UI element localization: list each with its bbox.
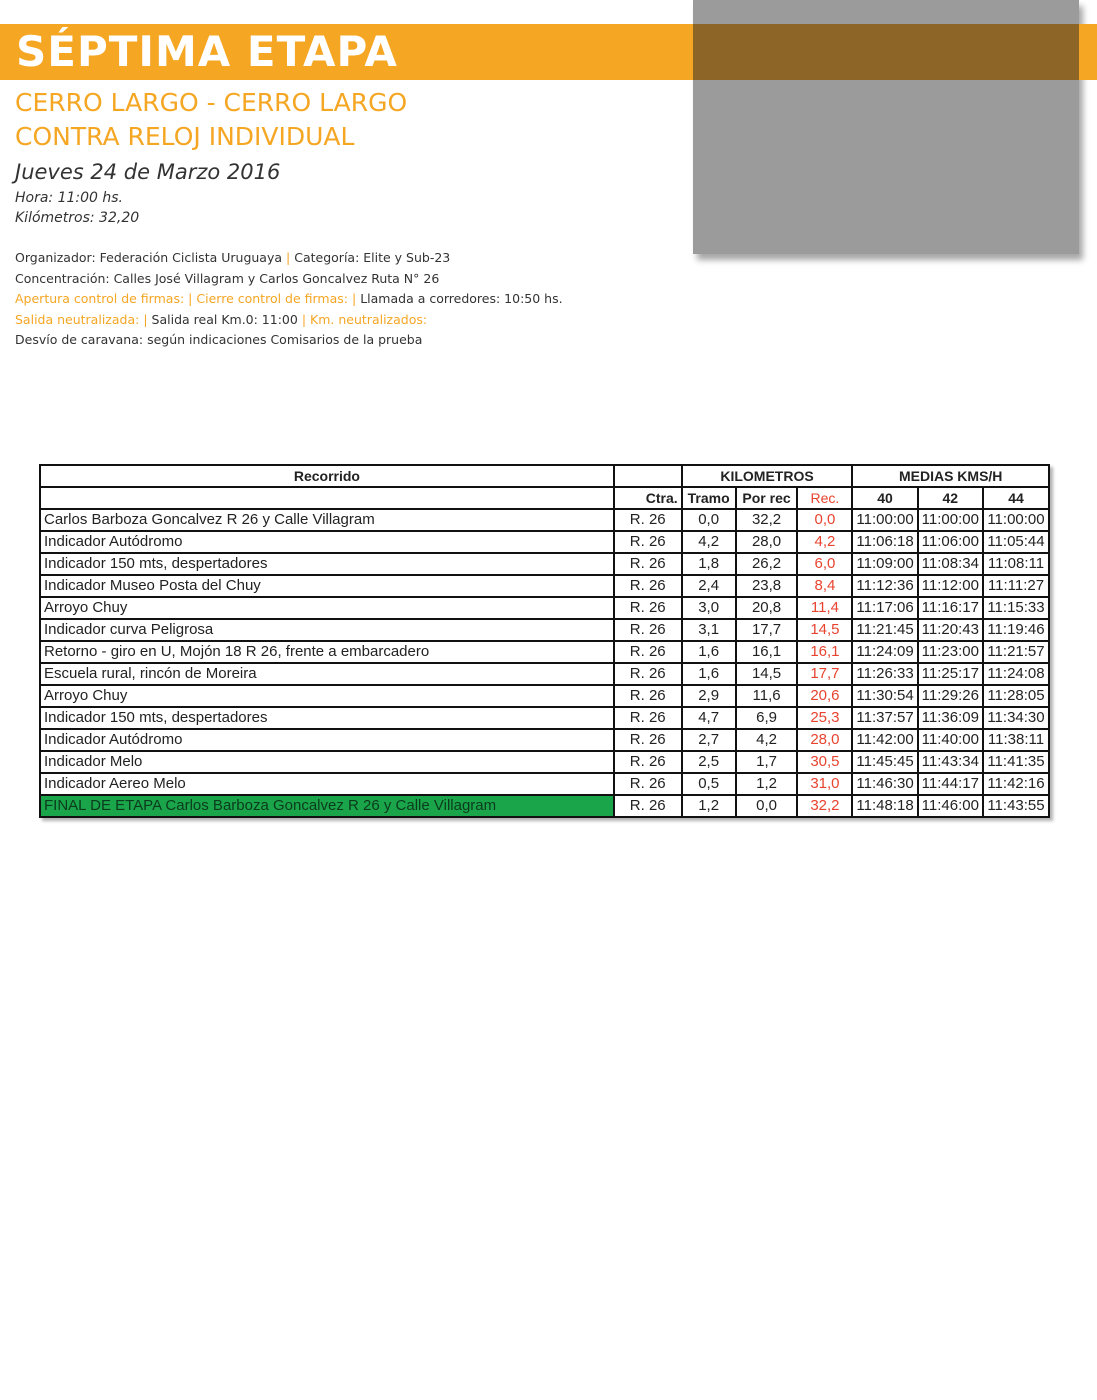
separator: | — [351, 291, 357, 306]
row-rec: 20,6 — [797, 685, 852, 707]
header-blank — [40, 487, 614, 509]
row-description: Arroyo Chuy — [40, 685, 614, 707]
row-tramo: 2,9 — [682, 685, 736, 707]
row-time-40: 11:21:45 — [852, 619, 917, 641]
header-tramo: Tramo — [682, 487, 736, 509]
row-ctra: R. 26 — [614, 751, 682, 773]
organizador-text: Organizador: Federación Ciclista Uruguaya — [15, 250, 283, 265]
route-table-body — [40, 509, 1049, 817]
row-time-44: 11:11:27 — [983, 575, 1049, 597]
row-time-44: 11:41:35 — [983, 751, 1049, 773]
row-ctra: R. 26 — [614, 685, 682, 707]
table-row — [40, 795, 1049, 817]
row-rec: 30,5 — [797, 751, 852, 773]
row-por-rec: 17,7 — [736, 619, 798, 641]
row-time-42: 11:06:00 — [918, 531, 983, 553]
row-description: Indicador Autódromo — [40, 729, 614, 751]
header-m42: 42 — [918, 487, 983, 509]
row-por-rec: 6,9 — [736, 707, 798, 729]
llamada-text: Llamada a corredores: 10:50 hs. — [360, 291, 563, 306]
row-time-40: 11:00:00 — [852, 509, 917, 531]
info-line-salida — [15, 312, 427, 327]
table-row — [40, 575, 1049, 597]
info-line-desvio — [15, 332, 422, 347]
row-tramo: 2,4 — [682, 575, 736, 597]
row-time-44: 11:43:55 — [983, 795, 1049, 817]
separator: | — [286, 250, 291, 265]
row-time-42: 11:12:00 — [918, 575, 983, 597]
row-rec: 28,0 — [797, 729, 852, 751]
row-ctra: R. 26 — [614, 795, 682, 817]
row-ctra: R. 26 — [614, 575, 682, 597]
banner-shaded-overlap — [693, 24, 1079, 80]
info-line-organizador — [15, 250, 450, 265]
header-recorrido: Recorrido — [40, 465, 614, 487]
table-row — [40, 773, 1049, 795]
cierre-text: Cierre control de firmas: — [196, 291, 348, 306]
info-line-concentracion — [15, 271, 439, 286]
categoria-text: Categoría: Elite y Sub-23 — [294, 250, 451, 265]
row-description: Indicador Autódromo — [40, 531, 614, 553]
row-time-40: 11:24:09 — [852, 641, 917, 663]
row-time-40: 11:06:18 — [852, 531, 917, 553]
row-tramo: 0,0 — [682, 509, 736, 531]
row-rec: 11,4 — [797, 597, 852, 619]
row-por-rec: 14,5 — [736, 663, 798, 685]
row-ctra: R. 26 — [614, 663, 682, 685]
row-description: Arroyo Chuy — [40, 597, 614, 619]
row-rec: 25,3 — [797, 707, 852, 729]
km-neutralizados-text: Km. neutralizados: — [310, 312, 428, 327]
row-description: Indicador curva Peligrosa — [40, 619, 614, 641]
row-rec: 6,0 — [797, 553, 852, 575]
row-time-40: 11:42:00 — [852, 729, 917, 751]
row-por-rec: 23,8 — [736, 575, 798, 597]
row-time-42: 11:36:09 — [918, 707, 983, 729]
stage-type: CONTRA RELOJ INDIVIDUAL — [15, 122, 355, 151]
row-time-40: 11:45:45 — [852, 751, 917, 773]
stage-km: Kilómetros: 32,20 — [15, 210, 140, 226]
row-time-42: 11:25:17 — [918, 663, 983, 685]
row-time-44: 11:38:11 — [983, 729, 1049, 751]
row-time-42: 11:46:00 — [918, 795, 983, 817]
header-m44: 44 — [983, 487, 1049, 509]
route-table — [39, 464, 1050, 818]
row-description: Indicador Melo — [40, 751, 614, 773]
row-time-40: 11:30:54 — [852, 685, 917, 707]
header-kilometros: KILOMETROS — [682, 465, 853, 487]
separator: | — [301, 312, 307, 327]
row-time-42: 11:43:34 — [918, 751, 983, 773]
salida-neutralizada-text: Salida neutralizada: — [15, 312, 140, 327]
table-row — [40, 553, 1049, 575]
row-time-42: 11:16:17 — [918, 597, 983, 619]
header-blank — [614, 465, 682, 487]
row-rec: 31,0 — [797, 773, 852, 795]
row-time-44: 11:08:11 — [983, 553, 1049, 575]
row-description: Indicador 150 mts, despertadores — [40, 553, 614, 575]
row-por-rec: 4,2 — [736, 729, 798, 751]
stage-date: Jueves 24 de Marzo 2016 — [15, 160, 281, 184]
table-row — [40, 597, 1049, 619]
row-time-42: 11:20:43 — [918, 619, 983, 641]
header-por-rec: Por rec — [736, 487, 798, 509]
row-tramo: 4,2 — [682, 531, 736, 553]
row-time-44: 11:28:05 — [983, 685, 1049, 707]
row-description: Indicador 150 mts, despertadores — [40, 707, 614, 729]
row-ctra: R. 26 — [614, 531, 682, 553]
table-row — [40, 729, 1049, 751]
header-m40: 40 — [852, 487, 917, 509]
row-ctra: R. 26 — [614, 641, 682, 663]
row-time-42: 11:00:00 — [918, 509, 983, 531]
header-ctra: Ctra. — [614, 487, 682, 509]
table-row — [40, 663, 1049, 685]
stage-hora: Hora: 11:00 hs. — [15, 190, 124, 206]
row-description: Escuela rural, rincón de Moreira — [40, 663, 614, 685]
row-tramo: 3,1 — [682, 619, 736, 641]
row-rec: 4,2 — [797, 531, 852, 553]
table-row — [40, 685, 1049, 707]
salida-real-text: Salida real Km.0: 11:00 — [151, 312, 298, 327]
row-ctra: R. 26 — [614, 553, 682, 575]
table-row — [40, 531, 1049, 553]
row-por-rec: 1,2 — [736, 773, 798, 795]
row-description: Retorno - giro en U, Mojón 18 R 26, frente a embarcadero — [40, 641, 614, 663]
row-por-rec: 0,0 — [736, 795, 798, 817]
row-tramo: 4,7 — [682, 707, 736, 729]
row-ctra: R. 26 — [614, 597, 682, 619]
desvio-text: Desvío de caravana: según indicaciones Comisarios de la prueba — [15, 332, 423, 347]
row-time-42: 11:29:26 — [918, 685, 983, 707]
row-ctra: R. 26 — [614, 509, 682, 531]
row-description: Indicador Aereo Melo — [40, 773, 614, 795]
row-rec: 17,7 — [797, 663, 852, 685]
row-tramo: 1,8 — [682, 553, 736, 575]
row-ctra: R. 26 — [614, 707, 682, 729]
row-time-40: 11:09:00 — [852, 553, 917, 575]
row-time-44: 11:00:00 — [983, 509, 1049, 531]
info-line-firmas — [15, 291, 563, 306]
row-por-rec: 1,7 — [736, 751, 798, 773]
row-por-rec: 28,0 — [736, 531, 798, 553]
concentracion-text: Concentración: Calles José Villagram y Carlos Goncalvez Ruta N° 26 — [15, 271, 440, 286]
row-time-40: 11:48:18 — [852, 795, 917, 817]
row-time-42: 11:23:00 — [918, 641, 983, 663]
row-time-40: 11:17:06 — [852, 597, 917, 619]
row-time-44: 11:42:16 — [983, 773, 1049, 795]
row-description: Indicador Museo Posta del Chuy — [40, 575, 614, 597]
row-tramo: 2,7 — [682, 729, 736, 751]
row-time-42: 11:40:00 — [918, 729, 983, 751]
row-time-40: 11:46:30 — [852, 773, 917, 795]
row-tramo: 1,6 — [682, 641, 736, 663]
table-row — [40, 751, 1049, 773]
row-rec: 8,4 — [797, 575, 852, 597]
table-row — [40, 641, 1049, 663]
row-rec: 0,0 — [797, 509, 852, 531]
stage-route: CERRO LARGO - CERRO LARGO — [15, 88, 408, 117]
row-tramo: 2,5 — [682, 751, 736, 773]
header-medias: MEDIAS KMS/H — [852, 465, 1049, 487]
row-ctra: R. 26 — [614, 773, 682, 795]
row-time-44: 11:15:33 — [983, 597, 1049, 619]
row-por-rec: 11,6 — [736, 685, 798, 707]
row-tramo: 1,6 — [682, 663, 736, 685]
table-row — [40, 509, 1049, 531]
row-tramo: 1,2 — [682, 795, 736, 817]
table-row — [40, 707, 1049, 729]
row-por-rec: 20,8 — [736, 597, 798, 619]
row-tramo: 3,0 — [682, 597, 736, 619]
row-time-40: 11:26:33 — [852, 663, 917, 685]
row-time-42: 11:44:17 — [918, 773, 983, 795]
table-row — [40, 619, 1049, 641]
row-description: Carlos Barboza Goncalvez R 26 y Calle Villagram — [40, 509, 614, 531]
row-time-40: 11:37:57 — [852, 707, 917, 729]
row-time-44: 11:05:44 — [983, 531, 1049, 553]
row-tramo: 0,5 — [682, 773, 736, 795]
row-time-44: 11:34:30 — [983, 707, 1049, 729]
page-title: SÉPTIMA ETAPA — [16, 27, 398, 76]
row-time-44: 11:24:08 — [983, 663, 1049, 685]
header-rec: Rec. — [797, 487, 852, 509]
row-rec: 32,2 — [797, 795, 852, 817]
row-ctra: R. 26 — [614, 619, 682, 641]
row-time-44: 11:19:46 — [983, 619, 1049, 641]
row-por-rec: 16,1 — [736, 641, 798, 663]
row-description: FINAL DE ETAPA Carlos Barboza Goncalvez R 26 y Calle Villagram — [40, 795, 614, 817]
row-rec: 14,5 — [797, 619, 852, 641]
row-time-40: 11:12:36 — [852, 575, 917, 597]
row-por-rec: 32,2 — [736, 509, 798, 531]
row-time-42: 11:08:34 — [918, 553, 983, 575]
separator: | — [143, 312, 148, 327]
row-ctra: R. 26 — [614, 729, 682, 751]
row-rec: 16,1 — [797, 641, 852, 663]
row-time-44: 11:21:57 — [983, 641, 1049, 663]
row-por-rec: 26,2 — [736, 553, 798, 575]
apertura-text: Apertura control de firmas: — [15, 291, 185, 306]
separator: | — [188, 291, 193, 306]
